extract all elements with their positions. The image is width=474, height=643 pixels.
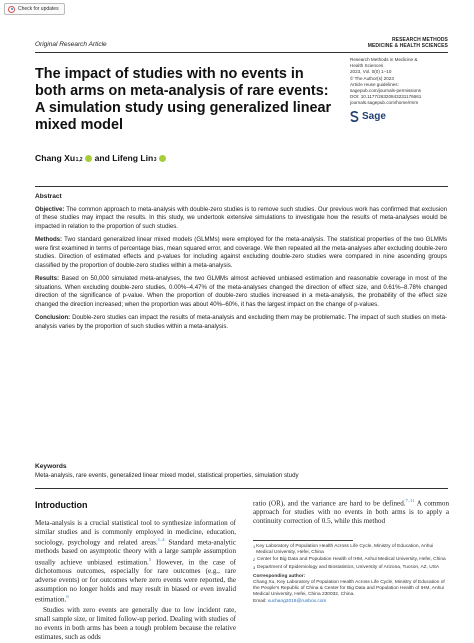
abstract-objective (35, 206, 447, 232)
publisher-logo (350, 111, 386, 122)
abstract-divider-bottom (35, 488, 448, 489)
corresponding-email (253, 599, 449, 605)
meta-journal: Research Methods in Medicine & (350, 57, 418, 62)
abstract-section (35, 193, 447, 336)
affiliations-footnote (253, 544, 449, 605)
intro-text: Meta-analysis is a crucial statistical tool to synthesize information of similar studies and is commonly employed in medicine, education, sociology, psychology and related areas. (35, 519, 236, 547)
results-label: Results: (35, 275, 60, 282)
affiliation-text: Key Laboratory of Population Health Across Life Cycle, Ministry of Education, Anhui Medical University, Hefei, China (256, 544, 434, 556)
meta-journal2: Health Sciences (350, 63, 384, 69)
intro-paragraph-1 (35, 519, 236, 604)
article-type-label: Original Research Article (35, 41, 107, 48)
journal-logo-line2: MEDICINE & HEALTH SCIENCES (367, 43, 448, 49)
affiliation-item (253, 557, 449, 563)
body-column-right (253, 497, 449, 525)
intro-text: However, in the case of dichotomous outcomes, especially for rare outcomes (e.g., rare adverse events) or for outcomes where zero events were reported, the assumption no longer holds and may result in biased or even invalid estimation. (35, 558, 237, 604)
abstract-conclusion (35, 314, 447, 331)
meta-reuse: Article reuse guidelines: (350, 81, 399, 87)
author-affiliation-marker: 3 (153, 157, 157, 163)
corresponding-author-text: Chang Xu, Key Laboratory of Population Health Across Life Cycle, Ministry of Education of the People's Republic of China & Center for Big Data and Population Health of IHM, Anhui Medical University, Hefei, China 230032, China. (253, 580, 445, 598)
keywords-section (35, 463, 447, 480)
journal-logo-text (338, 37, 448, 49)
citation-link[interactable]: 7–11 (405, 498, 415, 503)
article-title: The impact of studies with no events in both arms on meta-analysis of rare events: A simulation study using generalized linear mixed model (35, 66, 332, 133)
intro-text: A common approach for studies with no events in both arms is to apply a continuity correction of 0.5, while this method (253, 499, 449, 525)
crossmark-icon (8, 6, 15, 13)
corresponding-author-label: Corresponding author: (253, 573, 306, 579)
permissions-link[interactable]: sagepub.com/journals-permissions (350, 88, 421, 94)
journal-home-link[interactable]: journals.sagepub.com/home/rmm (350, 100, 419, 106)
abstract-divider-top (35, 186, 448, 187)
publication-meta (350, 57, 460, 107)
doi-link[interactable]: DOI: 10.1177/26320843231176661 (350, 94, 422, 100)
journal-logo-line1: RESEARCH METHODS (391, 37, 448, 43)
meta-copyright: © The Author(s) 2023 (350, 75, 394, 81)
footnote-divider (253, 540, 353, 541)
introduction-heading: Introduction (35, 500, 88, 510)
author-name: Lifeng Lin (112, 153, 154, 163)
conclusion-text: Double-zero studies can impact the results of meta-analysis and excluding them may be problematic. The impact of such studies on meta-analysis varies by the proportion of such studies within a meta-analysis. (35, 314, 447, 330)
author-name: Chang Xu (35, 153, 76, 163)
check-for-updates-button[interactable] (4, 3, 65, 15)
sage-logo-icon (350, 111, 359, 122)
email-link[interactable]: xuchang2016@runbox.com (267, 598, 327, 604)
abstract-methods (35, 236, 447, 270)
affiliation-number: 2 (253, 558, 256, 563)
affiliation-item (253, 544, 449, 556)
methods-text: Two standard generalized linear mixed models (GLMMs) were employed for the meta-analysis. The statistical properties of the two GLMMs were first examined in terms of percentage bias, mean squared error, and coverage. We then repeated all the meta-analyses after excluding double-zero studies. Direction of estimated effects and p-values for including against excluding double-zero studies were compared in nine ascending groups classified by the proportion of double-zero studies within a meta-analysis. (35, 236, 447, 269)
orcid-icon[interactable] (159, 155, 166, 162)
check-updates-label: Check for updates (18, 6, 59, 12)
abstract-heading: Abstract (35, 193, 62, 200)
intro-text: Standard meta-analytic methods based on asymptotic theory with a large sample assumption usually achieve unbiased estimation. (35, 538, 236, 567)
affiliation-text: Center for Big Data and Population Health of IHM, Anhui Medical University, Hefei, China (257, 557, 446, 563)
abstract-results (35, 275, 447, 309)
email-label: Email: (253, 598, 267, 604)
keywords-heading: Keywords (35, 463, 67, 470)
body-column-left (35, 519, 236, 643)
author-joiner: and (94, 153, 110, 163)
objective-text: The common approach to meta-analysis with double-zero studies is to remove such studies. Our previous work has confirmed that exclusion of these studies may impact the results. In this study, we undertook extensive simulations to investigate how the results of meta-analyses would be impacted in relation to the proportion of such studies. (35, 205, 447, 230)
author-list (35, 153, 169, 163)
keywords-text: Meta-analysis, rare events, generalized linear mixed model, statistical properties, simulation study (35, 471, 299, 479)
orcid-icon[interactable] (85, 155, 92, 162)
publisher-name: Sage (362, 111, 386, 122)
intro-paragraph-2: Studies with zero events are generally due to low incident rate, small sample size, or limited follow-up period. Dealing with studies of no events in both arms has been a tough problem because the relative estimates, such as odds (35, 606, 236, 641)
author-affiliation-marker: 1,2 (75, 157, 83, 163)
objective-label: Objective: (35, 205, 65, 213)
citation-link[interactable]: 1–4 (157, 537, 165, 543)
meta-volume: 2023, Vol. 0(0) 1–10 (350, 69, 392, 75)
affiliation-item (253, 565, 449, 571)
affiliation-number: 1 (253, 545, 256, 549)
conclusion-label: Conclusion: (35, 314, 71, 321)
affiliation-number: 3 (253, 565, 256, 570)
citation-link[interactable]: 6 (66, 594, 69, 600)
intro-text: ratio (OR), and the variance are hard to be defined. (253, 499, 406, 508)
header-divider (35, 52, 448, 53)
citation-link[interactable]: 5 (148, 557, 152, 563)
results-text: Based on 50,000 simulated meta-analyses, the two GLMMs almost achieved unbiased estimation and reasonable coverage in most of the situations. When excluding double-zero studies, 0.00%–4.47% of the meta-analyses changed the direction of effect size, and 0.61%–8.78% changed direction of the significance of p-value. When the proportion of double-zero studies increased in a meta-analysis, the probability of the effect size changed the direction increased; when the proportion was about 40%–60%, it has the largest impact on the change of p-values. (35, 275, 447, 308)
affiliation-text: Department of Epidemiology and Biostatistics, University of Arizona, Tucson, AZ, USA (257, 564, 440, 570)
methods-label: Methods: (35, 236, 63, 243)
